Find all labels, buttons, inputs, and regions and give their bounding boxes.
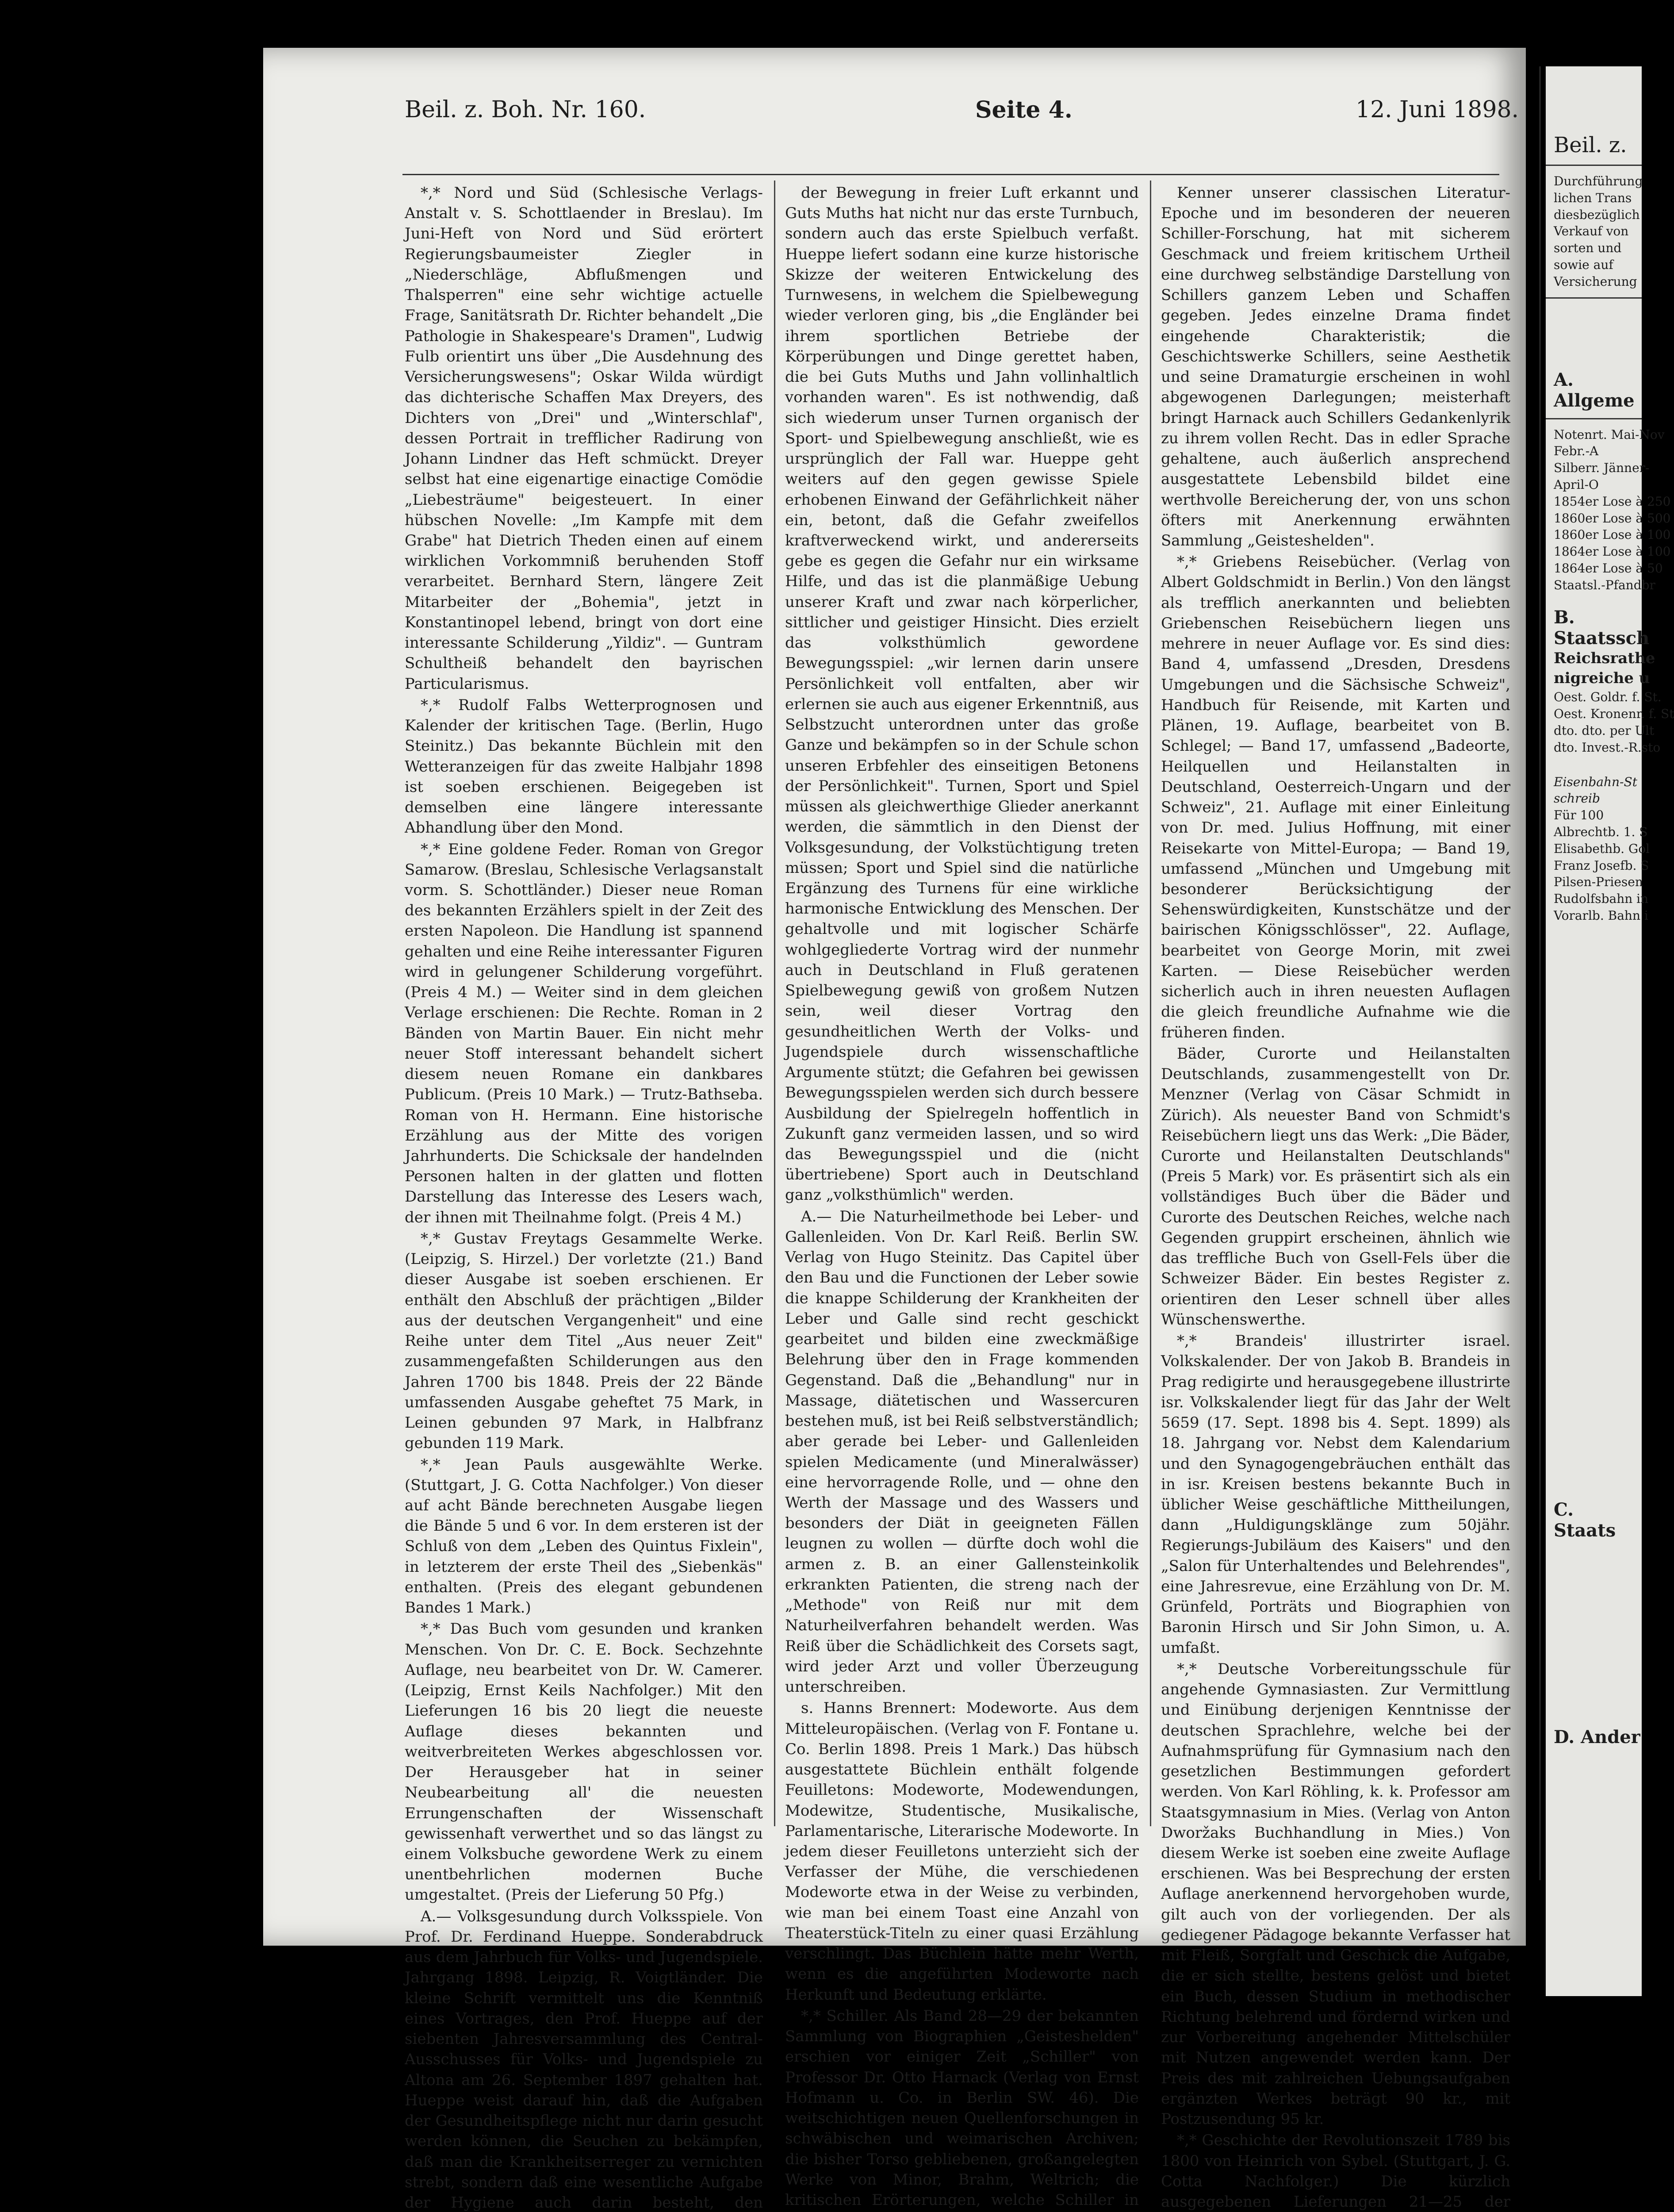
strip-header: Beil. z. [1554,133,1627,157]
article: *,* Eine goldene Feder. Roman von Gregor Samarow. (Breslau, Schlesische Verlagsanstalt vorm. S. Schottländer.) Dieser neue Roman des bekannten Erzählers spielt in der Zeit des ersten Napoleon. Die Handlung ist spannend gehalten und eine Reihe interessanter Figuren wird in gelungener Schilderung vorgeführt. (Preis 4 M.) — Weiter sind in dem gleichen Verlage erschienen: Die Rechte. Roman in 2 Bänden von Martin Bauer. Ein nicht mehr neuer Stoff interessant behandelt sichert diesem neuen Romane ein dankbares Publicum. (Preis 10 Mark.) — Trutz-Bathseba. Roman von H. Hermann. Eine historische Erzählung aus der Mitte des vorigen Jahrhunderts. Die Schicksale der handelnden Personen halten in der glatten und flotten Darstellung das Interesse des Lesers wach, der ihnen mit Theilnahme folgt. (Preis 4 M.) [405,840,763,1226]
strip-line: lichen Trans [1554,190,1632,205]
newspaper-page [263,48,1526,2212]
strip-line: Für 100 [1554,808,1604,823]
strip-section-a: A. Allgeme [1554,369,1635,411]
strip-line: Staatsl.-Pfandbr [1554,577,1655,592]
article: *,* Griebens Reisebücher. (Verlag von Albert Goldschmidt in Berlin.) Von den längst als trefflich anerkannten und beliebten Griebenschen Reisebüchern liegen uns mehrere in neuer Auflage vor. Es sind dies: Band 4, umfassend „Dresden, Dresdens Umgebungen und die Sächsische Schweiz", Handbuch für Reisende, mit Karten und Plänen, 19. Auflage, bearbeitet von B. Schlegel; — Band 17, umfassend „Badeorte, Heilquellen und Heilanstalten in Deutschland, Oesterreich-Ungarn und der Schweiz", 21. Auflage mit einer Einleitung von Dr. med. Julius Hoffnung, mit einer Reisekarte von Mittel-Europa; — Band 19, umfassend „München und Umgebung mit besonderer Berücksichtigung der Sehenswürdigkeiten, Kunstschätze und der bairischen Königsschlösser", 22. Auflage, bearbeitet von George Morin, mit zwei Karten. — Diese Reisebücher werden sicherlich auch in ihren neuesten Auflagen die gleich freundliche Aufnahme wie die früheren finden. [1161,553,1510,1041]
strip-line: schreib [1554,791,1600,806]
strip-line: sorten und [1554,241,1622,256]
article: Kenner unserer classischen Literatur-Epoche und im besonderen der neueren Schiller-Forschung, hat mit sicherem Geschmack und freiem kritischem Urtheil eine durchweg selbständige Darstellung von Schillers ganzem Leben und Schaffen gegeben. Jedes einzelne Drama findet eingehende Charakteristik; die Geschichtswerke Schillers, seine Aesthetik und seine Dramaturgie erscheinen in wohl abgewogenen Darlegungen; meisterhaft bringt Harnack auch Schillers Gedankenlyrik zu ihrem vollen Recht. Das in edler Sprache gehaltene, auch äußerlich ansprechend ausgestattete Lebensbild bildet eine werthvolle Bereicherung der, von uns schon öfters mit Anerkennung erwähnten Sammlung „Geisteshelden". [1161,184,1510,549]
header-rule [402,174,1499,175]
strip-section-d: D. Ander [1554,1726,1640,1747]
strip-line: 1860er Lose à 100 [1554,527,1671,542]
strip-line: Rudolfsbahn in [1554,891,1649,906]
article: *,* Jean Pauls ausgewählte Werke. (Stuttgart, J. G. Cotta Nachfolger.) Von dieser auf acht Bände berechneten Ausgabe liegen die Bände 5 und 6 vor. In dem ersteren ist der Schluß von dem „Leben des Quintus Fixlein", in letzterem der erste Theil des „Siebenkäs" enthalten. (Preis des elegant gebundenen Bandes 1 Mark.) [405,1455,763,1617]
strip-rule [1546,418,1642,419]
strip-line: Franz Josefb. S [1554,858,1649,873]
article: *,* Nord und Süd (Schlesische Verlags-Anstalt v. S. Schottlaender in Breslau). Im Juni-Heft von Nord und Süd erörtert Regierungsbaumeister Ziegler in „Niederschläge, Abflußmengen und Thalsperren" eine sehr wichtige actuelle Frage, Sanitätsrath Dr. Richter behandelt „Die Pathologie in Shakespeare's Dramen", Ludwig Fulb orientirt uns über „Die Ausdehnung des Versicherungswesens"; Oskar Wilda würdigt das dichterische Schaffen Max Dreyers, des Dichters von „Drei" und „Winterschlaf", dessen Portrait in trefflicher Radirung von Johann Lindner das Heft schmückt. Dreyer selbst hat eine eigenartige einactige Comödie „Liebesträume" beigesteuert. In einer hübschen Novelle: „Im Kampfe mit dem Grabe" hat Dietrich Theden einen auf einem wirklichen Vorkommniß beruhenden Stoff verarbeitet. Bernhard Stern, längere Zeit Mitarbeiter der „Bohemia", jetzt in Konstantinopel lebend, bringt von dort eine interessante Schilderung „Yildiz". — Guntram Schultheiß behandelt den bayrischen Particularismus. [405,184,763,693]
header-left: Beil. z. Boh. Nr. 160. [405,96,646,123]
strip-line: Reichsrathe [1554,649,1655,667]
strip-line: Albrechtb. 1. S [1554,824,1648,839]
strip-line: dto. Invest.-R.sto [1554,740,1661,755]
strip-line: Vorarlb. Bahn i [1554,908,1648,923]
column-divider [774,180,775,1826]
strip-line: Notenrt. Mai-Nov [1554,427,1665,442]
article: s. Hanns Brennert: Modeworte. Aus dem Mitteleuropäischen. (Verlag von F. Fontane u. Co. Berlin 1898. Preis 1 Mark.) Das hübsch ausgestattete Büchlein enthält folgende Feuilletons: Modeworte, Modewendungen, Modewitze, Studentische, Musikalische, Parlamentarische, Literarische Modeworte. In jedem dieser Feuilletons unterzieht sich der Verfasser der Mühe, die verschiedenen Modeworte etwa in der Weise zu verbinden, wie man bei einem Toast eine Anzahl von Theaterstück-Titeln zu einer quasi Erzählung verschlingt. Das Büchlein hätte mehr Werth, wenn es die angeführten Modeworte nach Herkunft und Bedeutung erklärte. [785,1699,1139,2004]
column-1 [405,183,763,2212]
strip-line: sowie auf [1554,257,1613,272]
strip-line: Pilsen-Priesen [1554,875,1643,890]
strip-line: Elisabethb. Gol [1554,841,1650,856]
article: A.— Volksgesundung durch Volksspiele. Von Prof. Dr. Ferdinand Hueppe. Sonderabdruck aus dem Jahrbuch für Volks- und Jugendspiele. Jahrgang 1898. Leipzig, R. Voigtländer. Die kleine Schrift vermittelt uns die Kenntniß eines Vortrages, den Prof. Hueppe auf der siebenten Jahresversammlung des Central-Ausschusses für Volks- und Jugendspiele zu Altona am 26. September 1897 gehalten hat. Hueppe weist darauf hin, daß die Aufgaben der Gesundheitspflege nicht nur darin gesucht werden können, die Seuchen zu bekämpfen, daß man die Krankheitserreger zu vernichten strebt, sondern daß eine wesentliche Aufgabe der Hygiene auch darin besteht, den [405,1907,763,2212]
column-2 [785,183,1139,2209]
strip-line: Versicherung [1554,274,1637,289]
article: der Bewegung in freier Luft erkannt und Guts Muths hat nicht nur das erste Turnbuch, sondern auch das erste Spielbuch verfaßt. Hueppe liefert sodann eine kurze historische Skizze der weiteren Entwickelung des Turnwesens, in welchem die Spielbewegung wieder verloren ging, bis „die Engländer bei ihrem sportlichen Betriebe der Körperübungen und Dinge gerettet haben, die bei Guts Muths und Jahn vollinhaltlich vorhanden waren". Es ist nothwendig, daß sich wiederum unser Turnen organisch der Sport- und Spielbewegung anschließt, wie es ursprünglich der Fall war. Hueppe geht weiters auf den gegen gewisse Spiele erhobenen Einwand der Gefährlichkeit näher ein, betont, daß die Gefahr zweifellos kraftverweckend wirkt, und andererseits gebe es gegen die Gefahr nur ein wirksame Hilfe, und das ist die planmäßige Uebung unserer Kraft und zwar nach körperlicher, sittlicher und geistiger Hinsicht. Dies erzielt das volksthümlich gewordene Bewegungsspiel: „wir lernen darin unsere Persönlichkeit voll entfalten, aber wir erlernen sie auch aus eigener Erkenntniß, aus Selbstzucht unterordnen unter das große Ganze und bekämpfen so in der Schule schon unseren Erbfehler des einseitigen Betonens der Persönlichkeit". Turnen, Sport und Spiel müssen als gleichwerthige Glieder anerkannt werden, die sämmtlich in den Dienst der Volksgesundung, der Volkstüchtigung treten müssen; Sport und Spiel sind die natürliche Ergänzung des Turnens für eine wirkliche harmonische Entwicklung des Menschen. Der gehaltvolle und mit logischer Schärfe wohlgegliederte Vortrag wird der nunmehr auch in Deutschland in Fluß geratenen Spielbewegung gewiß von großem Nutzen sein, weil dieser Vortrag den gesundheitlichen Werth der Volks- und Jugendspiele durch wissenschaftliche Argumente stützt; die Gefahren bei gewissen Bewegungsspielen werden sich durch bessere Ausbildung der Spielregeln hoffentlich in Zukunft ganz vermeiden lassen, und so wird das Bewegungsspiel und die (nicht übertriebene) Sport auch in Deutschland ganz „volksthümlich" werden. [785,184,1139,1204]
column-3 [1161,183,1511,2211]
article: Bäder, Curorte und Heilanstalten Deutschlands, zusammengestellt von Dr. Menzner (Verlag von Cäsar Schmidt in Zürich). Als neuester Band von Schmidt's Reisebüchern liegt uns das Werk: „Die Bäder, Curorte und Heilanstalten Deutschlands" (Preis 5 Mark) vor. Es präsentirt sich als ein vollständiges Buch über die Bäder und Curorte des Deutschen Reiches, welche nach Gegenden gruppirt erscheinen, ähnlich wie das treffliche Buch von Gsell-Fels über die Schweizer Bäder. Ein bestes Register z. orientiren den Leser schnell über alles Wünschenswerthe. [1161,1045,1510,1329]
strip-section-b: B. Staatssch [1554,607,1650,649]
strip-line: 1854er Lose à 250 [1554,494,1671,509]
strip-line: Eisenbahn-St [1554,774,1637,789]
strip-line: Oest. Kronenr. f. St [1554,707,1674,722]
strip-line: diesbezüglich [1554,207,1640,222]
article: *,* Deutsche Vorbereitungsschule für angehende Gymnasiasten. Zur Vermittlung und Einübung derjenigen Kenntnisse der deutschen Sprachlehre, welche bei der Aufnahmsprüfung für Gymnasium nach den gesetzlichen Bestimmungen gefordert werden. Von Karl Röhling, k. k. Professor am Staatsgymnasium in Mies. (Verlag von Anton Dworžaks Buchhandlung in Mies.) Von diesem Werke ist soeben eine zweite Auflage erschienen. Was bei Besprechung der ersten Auflage anerkennend hervorgehoben wurde, gilt auch von der vorliegenden. Der als gediegener Pädagoge bekannte Verfasser hat mit Fleiß, Sorgfalt und Geschick die Aufgabe, die er sich stellte, bestens gelöst und bietet ein Buch, dessen Studium in methodischer Richtung belehrend und fördernd wirken und zur Vorbereitung angehender Mittelschüler mit Nutzen angewendet werden kann. Der Preis des mit zahlreichen Uebungsaufgaben ergänzten Werkes beträgt 90 kr., mit Postzusendung 95 kr. [1161,1660,1510,2128]
strip-line: Verkauf von [1554,224,1629,239]
header-right: 12. Juni 1898. [1356,96,1519,123]
strip-line: April-O [1554,477,1599,492]
article: *,* Das Buch vom gesunden und kranken Menschen. Von Dr. C. E. Bock. Sechzehnte Auflage, neu bearbeitet von Dr. W. Camerer. (Leipzig, Ernst Keils Nachfolger.) Mit den Lieferungen 16 bis 20 liegt die neueste Auflage dieses bekannten und weitverbreiteten Werkes abgeschlossen vor. Der Herausgeber hat in seiner Neubearbeitung all' die neuesten Errungenschaften der Wissenschaft gewissenhaft verwerthet und so das längst zu einem Volksbuche gewordene Werk zu einem unentbehrlichen modernen Buche umgestaltet. (Preis der Lieferung 50 Pfg.) [405,1620,763,1904]
column-divider [1150,180,1151,1826]
strip-line: Durchführung [1554,174,1643,188]
article: *,* Geschichte der Revolutionszeit 1789 bis 1800 von Heinrich von Sybel. (Stuttgart, J. G. Cotta Nachfolger.) Die kürzlich ausgegebenen Lieferungen 21—25 der [1161,2131,1510,2211]
article: *,* Brandeis' illustrirter israel. Volkskalender. Der von Jakob B. Brandeis in Prag redigirte und herausgegebene illustrirte isr. Volkskalender liegt für das Jahr der Welt 5659 (17. Sept. 1898 bis 4. Sept. 1899) als 18. Jahrgang vor. Nebst dem Kalendarium und den Synagogengebräuchen enthält das in isr. Kreisen bestens bekannte Buch in üblicher Weise geschäftliche Mittheilungen, dann „Huldigungsklänge zum 50jähr. Regierungs-Jubiläum des Kaisers" und den „Salon für Unterhaltendes und Belehrendes", eine Jahresrevue, eine Erzählung von Dr. M. Grünfeld, Porträts und Biographien von Baronin Hirsch und Sir John Simon, u. A. umfaßt. [1161,1332,1511,1657]
adjacent-page-strip [1546,66,1674,1996]
header-center: Seite 4. [975,96,1073,123]
strip-rule [1546,297,1642,299]
strip-line: Febr.-A [1554,444,1599,459]
page-gutter [1539,66,1541,1880]
strip-section-c: C. Staats [1554,1499,1616,1541]
article: *,* Schiller. Als Band 28—29 der bekannten Sammlung von Biographien „Geisteshelden" erschien vor einiger Zeit „Schiller" von Professor Dr. Otto Harnack (Verlag von Ernst Hofmann u. Co. in Berlin SW. 46). Die weitschichtigen neuen Quellenforschungen in schwäbischen und weimarischen Archiven; die bisher Torso gebliebenen, großangelegten Werke von Minor, Brahm, Weltrich; die kritischen Erörterungen, welche Schiller in [785,2007,1139,2209]
page-header [263,96,1526,141]
article: *,* Gustav Freytags Gesammelte Werke. (Leipzig, S. Hirzel.) Der vorletzte (21.) Band dieser Ausgabe ist soeben erschienen. Er enthält den Abschluß der prächtigen „Bilder aus der deutschen Vergangenheit" und eine Reihe unter dem Titel „Aus neuer Zeit" zusammengefaßten Schilderungen aus den Jahren 1700 bis 1848. Preis der 22 Bände umfassenden Ausgabe geheftet 75 Mark, in Leinen gebunden 97 Mark, in Halbfranz gebunden 119 Mark. [405,1229,763,1452]
strip-line: dto. dto. per Ult [1554,723,1655,738]
strip-line: nigreiche u [1554,669,1650,687]
article: A.— Die Naturheilmethode bei Leber- und Gallenleiden. Von Dr. Karl Reiß. Berlin SW. Verlag von Hugo Steinitz. Das Capitel über den Bau und die Functionen der Leber sowie die knappe Schilderung der Krankheiten der Leber und Galle sind recht geschickt gearbeitet und bilden eine zweckmäßige Belehrung über den in Frage kommenden Gegenstand. Daß die „Behandlung" nur in Massage, diätetischen und Wassercuren bestehen muß, ist bei Reiß selbstverständlich; aber gerade bei Leber- und Gallenleiden spielen Medicamente (und Mineralwässer) eine hervorragende Rolle, und — ohne den Werth der Massage und des Wassers und besonders der Diät in geeigneten Fällen leugnen zu wollen — dürfte doch wohl die armen z. B. an einer Gallensteinkolik erkrankten Patienten, die streng nach der „Methode" von Reiß nur mit dem Naturheilverfahren behandelt werden. Was Reiß über die Schädlichkeit des Corsets sagt, wird jeder Arzt und voller Überzeugung unterschreiben. [785,1207,1139,1696]
strip-line: 1864er Lose à 50 [1554,561,1663,576]
strip-line: 1864er Lose à 100 [1554,544,1671,559]
article: *,* Rudolf Falbs Wetterprognosen und Kalender der kritischen Tage. (Berlin, Hugo Steinitz.) Das bekannte Büchlein mit den Wetteranzeigen für das zweite Halbjahr 1898 ist soeben erschienen. Beigegeben ist demselben eine längere interessante Abhandlung über den Mond. [405,696,763,837]
strip-rule [1546,165,1642,166]
strip-line: 1860er Lose à 500 [1554,511,1671,526]
strip-line: Oest. Goldr. f. St. [1554,690,1662,705]
strip-line: Silberr. Jänner- [1554,461,1650,476]
